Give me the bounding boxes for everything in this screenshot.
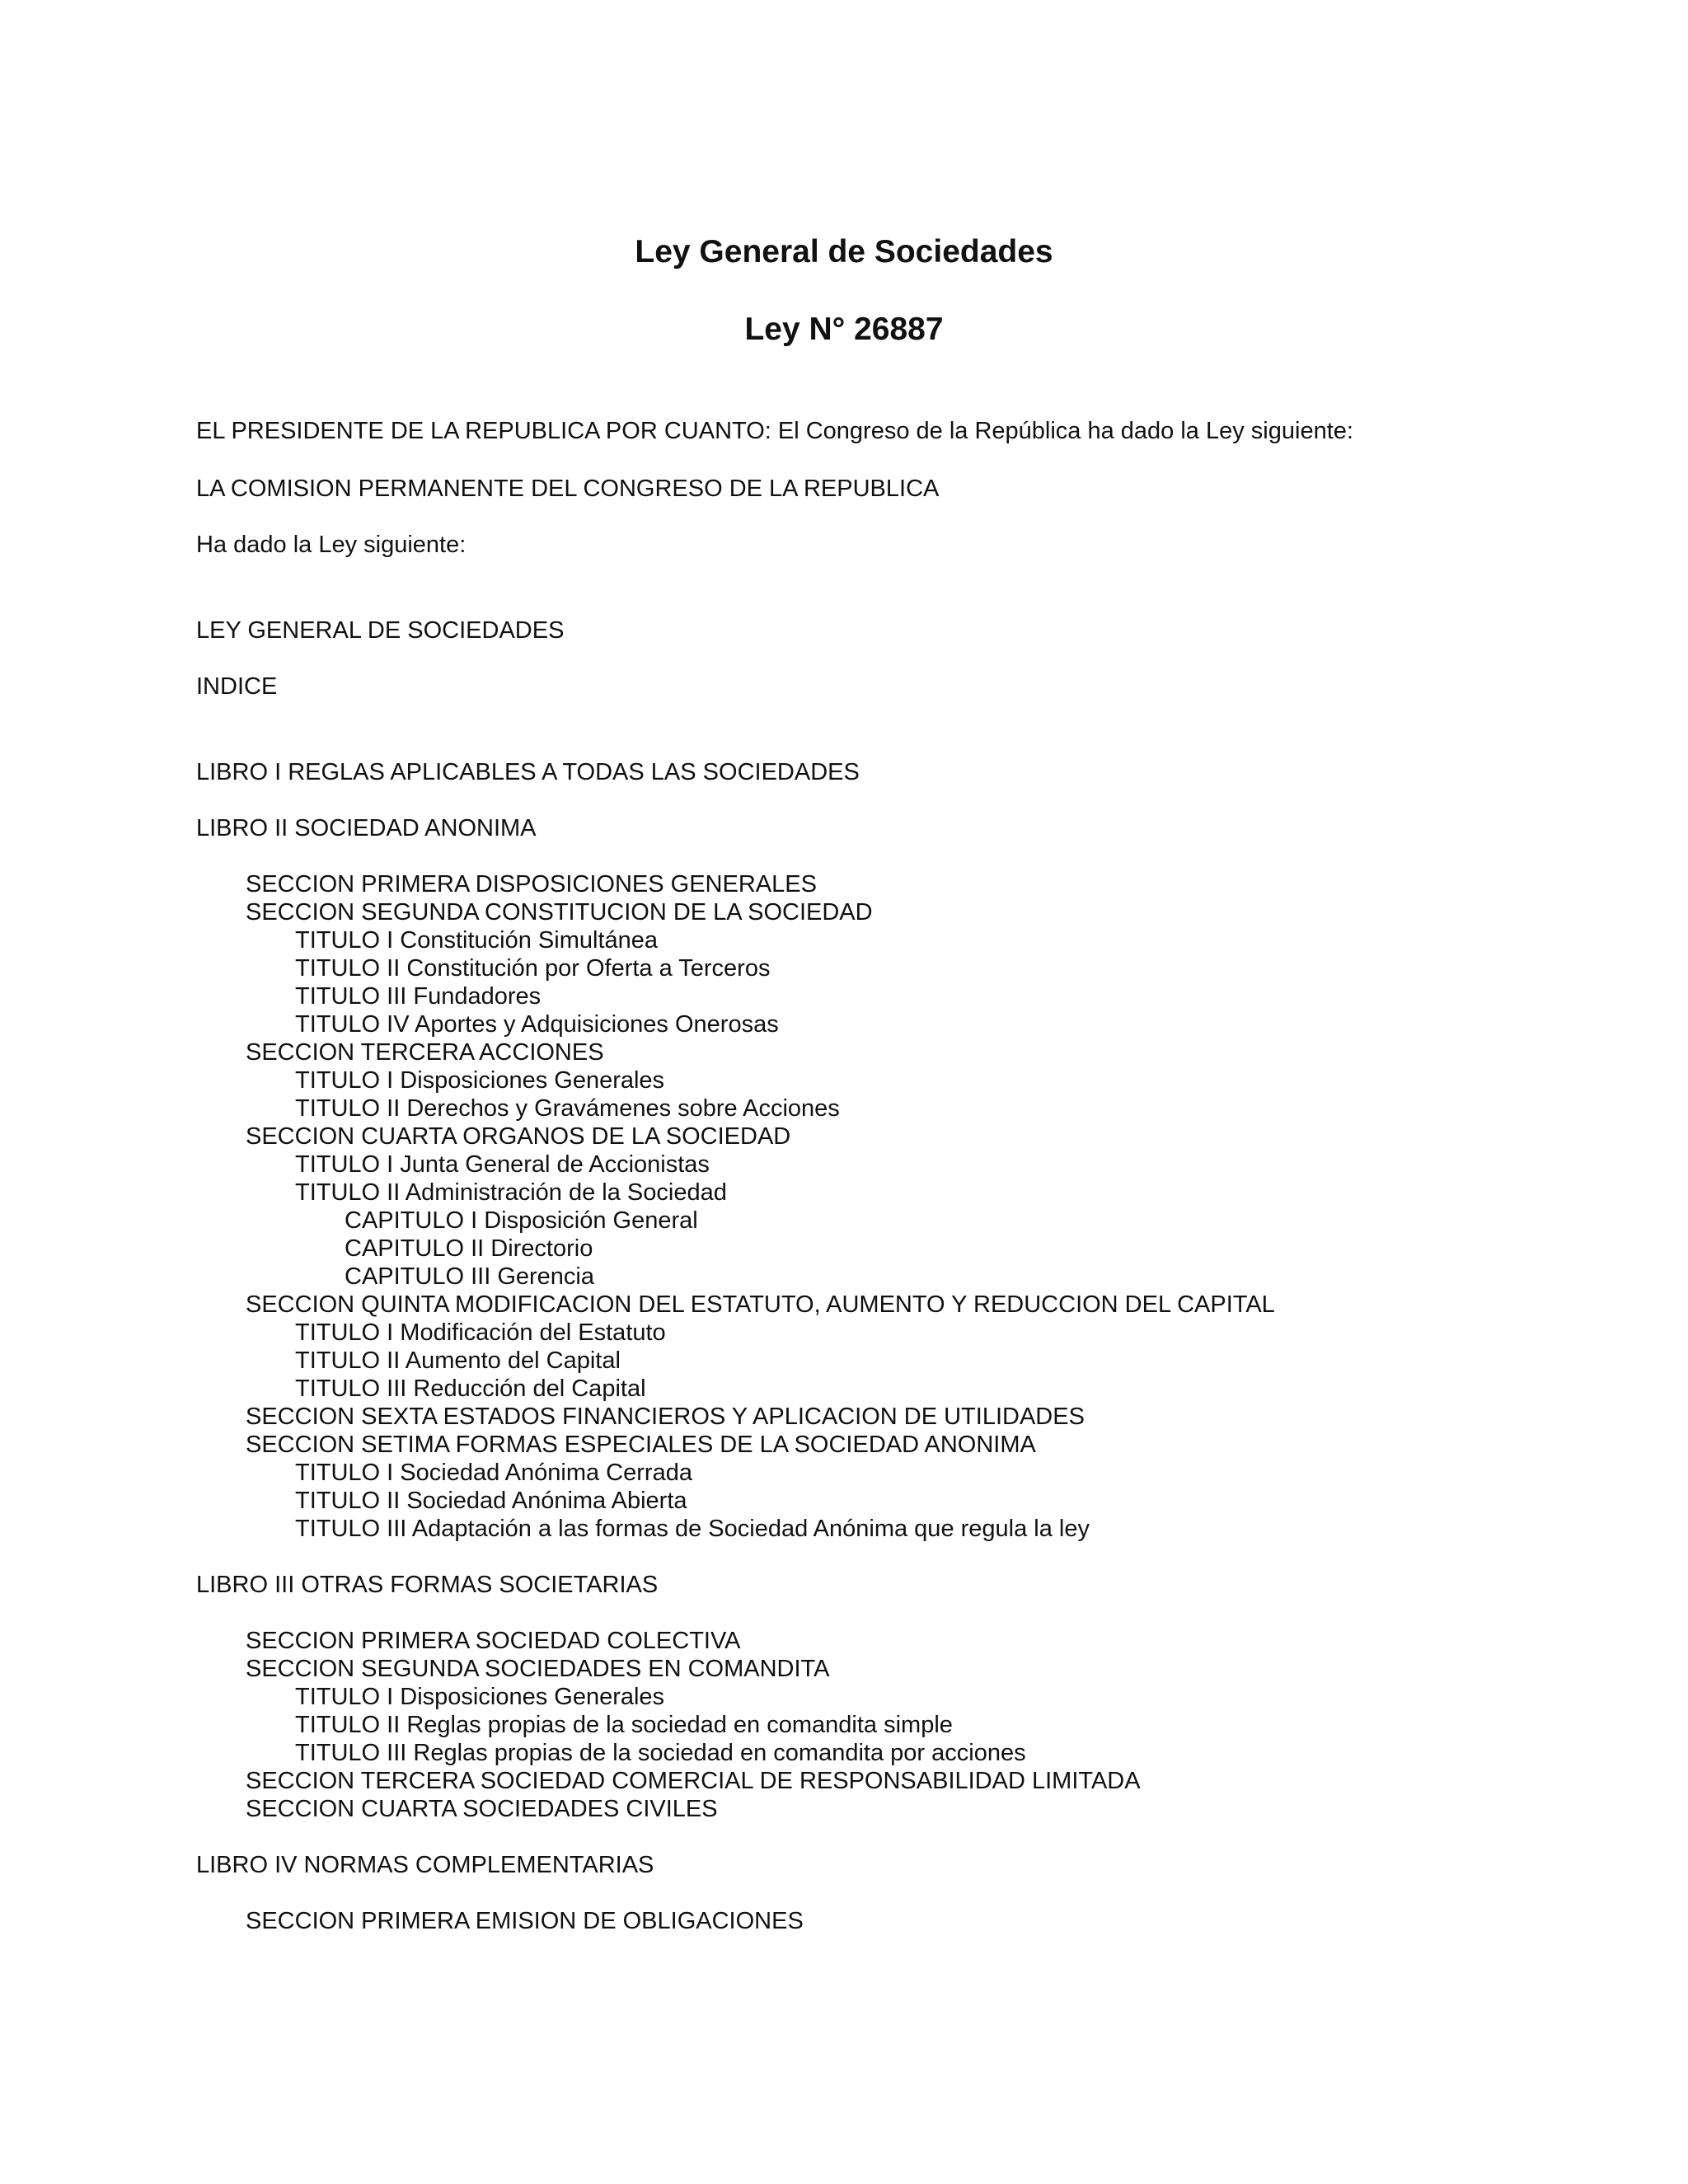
document-title: Ley General de Sociedades	[635, 234, 1053, 269]
toc-entry: TITULO III Reducción del Capital	[295, 1376, 646, 1402]
toc-entry: SECCION TERCERA SOCIEDAD COMERCIAL DE RESPONSABILIDAD LIMITADA	[246, 1768, 1141, 1794]
intro-line-commission: LA COMISION PERMANENTE DEL CONGRESO DE LA REPUBLICA	[196, 476, 940, 502]
toc-entry: SECCION PRIMERA SOCIEDAD COLECTIVA	[246, 1628, 741, 1654]
toc-entry: SECCION SEGUNDA CONSTITUCION DE LA SOCIEDAD	[246, 899, 873, 926]
toc-entry: CAPITULO I Disposición General	[345, 1207, 698, 1234]
toc-entry: LIBRO II SOCIEDAD ANONIMA	[196, 815, 537, 841]
toc-entry: TITULO II Sociedad Anónima Abierta	[295, 1488, 687, 1514]
toc-entry: TITULO II Administración de la Sociedad	[295, 1179, 727, 1206]
toc-entry: TITULO I Sociedad Anónima Cerrada	[295, 1460, 692, 1486]
toc-entry: TITULO I Constitución Simultánea	[295, 927, 659, 954]
intro-line-enacted: Ha dado la Ley siguiente:	[196, 532, 467, 558]
index-heading: INDICE	[196, 673, 278, 700]
law-heading: LEY GENERAL DE SOCIEDADES	[196, 617, 565, 644]
toc-entry: TITULO II Aumento del Capital	[295, 1347, 621, 1374]
table-of-contents	[196, 758, 1275, 1935]
toc-entry: SECCION SEXTA ESTADOS FINANCIEROS Y APLICACION DE UTILIDADES	[246, 1404, 1085, 1430]
toc-entry: LIBRO I REGLAS APLICABLES A TODAS LAS SOCIEDADES	[196, 759, 860, 785]
intro-line-president: EL PRESIDENTE DE LA REPUBLICA POR CUANTO: El Congreso de la República ha dado la Ley siguiente:	[196, 418, 1353, 444]
toc-entry: TITULO III Fundadores	[295, 983, 542, 1010]
toc-entry: SECCION PRIMERA DISPOSICIONES GENERALES	[246, 871, 817, 898]
toc-entry: SECCION CUARTA SOCIEDADES CIVILES	[246, 1796, 718, 1822]
toc-entry: TITULO I Disposiciones Generales	[295, 1684, 665, 1710]
toc-entry: CAPITULO II Directorio	[345, 1235, 593, 1262]
toc-entry: TITULO II Constitución por Oferta a Terceros	[295, 955, 771, 982]
toc-entry: SECCION PRIMERA EMISION DE OBLIGACIONES	[246, 1908, 804, 1934]
toc-entry: TITULO IV Aportes y Adquisiciones Onerosas	[295, 1011, 779, 1038]
toc-entry: SECCION QUINTA MODIFICACION DEL ESTATUTO, AUMENTO Y REDUCCION DEL CAPITAL	[246, 1291, 1275, 1318]
toc-entry: TITULO II Reglas propias de la sociedad en comandita simple	[295, 1712, 953, 1738]
toc-entry: LIBRO IV NORMAS COMPLEMENTARIAS	[196, 1852, 654, 1878]
toc-entry: SECCION SETIMA FORMAS ESPECIALES DE LA SOCIEDAD ANONIMA	[246, 1432, 1036, 1458]
toc-entry: LIBRO III OTRAS FORMAS SOCIETARIAS	[196, 1572, 659, 1598]
law-number: Ley N° 26887	[744, 312, 944, 347]
toc-entry: TITULO I Modificación del Estatuto	[295, 1319, 666, 1346]
toc-entry: CAPITULO III Gerencia	[345, 1263, 594, 1290]
toc-entry: SECCION SEGUNDA SOCIEDADES EN COMANDITA	[246, 1656, 830, 1682]
toc-entry: TITULO I Junta General de Accionistas	[295, 1151, 710, 1178]
toc-entry: TITULO III Reglas propias de la sociedad en comandita por acciones	[295, 1740, 1026, 1766]
toc-entry: TITULO II Derechos y Gravámenes sobre Acciones	[295, 1095, 840, 1122]
toc-entry: TITULO III Adaptación a las formas de Sociedad Anónima que regula la ley	[295, 1516, 1090, 1542]
toc-entry: SECCION CUARTA ORGANOS DE LA SOCIEDAD	[246, 1123, 791, 1150]
toc-entry: TITULO I Disposiciones Generales	[295, 1067, 665, 1094]
toc-entry: SECCION TERCERA ACCIONES	[246, 1039, 604, 1066]
